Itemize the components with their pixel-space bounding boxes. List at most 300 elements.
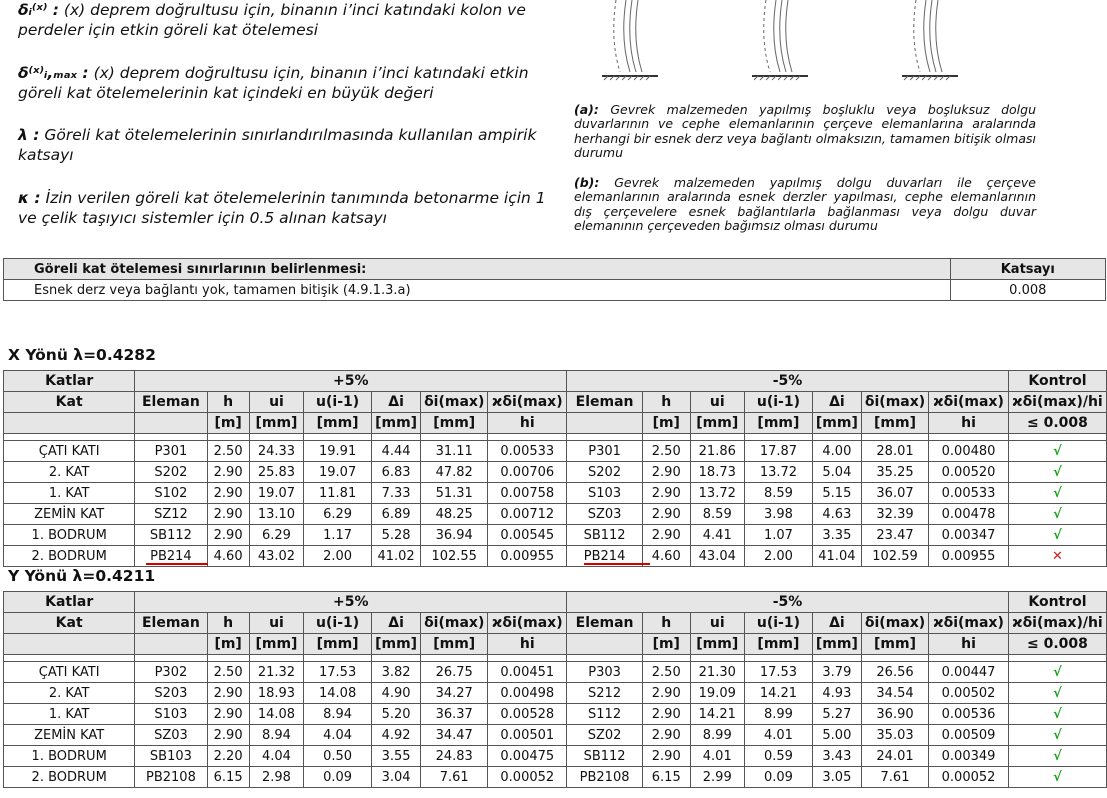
definition-symbol: κ : [18,189,41,207]
limit-row-label: Esnek derz veya bağlantı yok, tamamen bitişik (4.9.1.3.a) [4,280,951,301]
minus-cell: S112 [567,704,643,725]
plus-cell: 6.29 [304,504,372,525]
plus-cell: 47.82 [421,462,488,483]
spacer-cell [372,655,421,662]
minus-cell: 2.90 [642,483,690,504]
kat-cell: 2. BODRUM [4,546,135,567]
minus-cell: 13.72 [690,483,744,504]
spacer-cell [690,434,744,441]
plus-cell: 24.33 [249,441,303,462]
minus-cell: 6.15 [642,767,690,788]
minus-cell: 0.59 [744,746,812,767]
minus-cell: 5.04 [812,462,861,483]
plus-cell: PB2108 [135,767,207,788]
plus-cell: 36.37 [421,704,488,725]
minus-cell: 8.99 [690,725,744,746]
minus-cell: 21.30 [690,662,744,683]
column-header-uim1: u(i-1) [744,392,812,413]
minus-cell: PB2108 [567,767,643,788]
plus-cell: 7.33 [372,483,421,504]
spacer-cell [372,434,421,441]
x-direction-table [3,370,1107,567]
table-row [4,504,1107,525]
spacer-cell [744,655,812,662]
check-ok-icon: √ [1008,441,1106,462]
plus-cell: 25.83 [249,462,303,483]
y-direction-table [3,591,1107,788]
table-row [4,483,1107,504]
plus-cell: 3.04 [372,767,421,788]
minus-cell: S202 [567,462,643,483]
plus-cell: S102 [135,483,207,504]
unit-header: [mm] [304,634,372,655]
minus-cell: 4.63 [812,504,861,525]
plus-cell: 0.00706 [488,462,567,483]
plus-cell: 0.00052 [488,767,567,788]
plus-cell: 2.90 [207,525,249,546]
plus-cell: 2.90 [207,462,249,483]
column-header-dimax: δi(max) [421,392,488,413]
spacer-cell [812,655,861,662]
definition-delta-i-max [18,63,563,103]
spacer-cell [861,655,928,662]
table-row [4,525,1107,546]
unit-header: hi [488,634,567,655]
spacer-cell [135,434,207,441]
minus-cell: 2.90 [642,683,690,704]
minus-cell: 2.99 [690,767,744,788]
column-header-kontrol_col: ϰδi(max)/hi [1008,392,1106,413]
definition-symbol: λ : [18,126,40,144]
plus-cell: 4.04 [304,725,372,746]
plus-cell: 24.83 [421,746,488,767]
minus-five-header: -5% [567,371,1009,392]
plus-five-header: +5% [135,371,567,392]
kat-cell: 1. KAT [4,704,135,725]
plus-cell: 2.90 [207,483,249,504]
minus-cell: 3.43 [812,746,861,767]
spacer-cell [567,655,643,662]
minus-cell: 2.90 [642,725,690,746]
minus-cell: 0.00447 [929,662,1009,683]
plus-cell: 0.50 [304,746,372,767]
plus-cell: 48.25 [421,504,488,525]
minus-cell: 0.00533 [929,483,1009,504]
unit-header: [mm] [249,413,303,434]
plus-cell: 0.00955 [488,546,567,567]
minus-cell: 0.00478 [929,504,1009,525]
column-header-eleman: Eleman [135,613,207,634]
spacer-cell [304,655,372,662]
unit-header: [m] [642,634,690,655]
plus-cell: P302 [135,662,207,683]
spacer-cell [929,655,1009,662]
kat-cell: 1. KAT [4,483,135,504]
plus-cell: S203 [135,683,207,704]
plus-cell: 2.00 [304,546,372,567]
plus-cell: 0.00475 [488,746,567,767]
minus-cell: 2.90 [642,704,690,725]
definition-symbol: δᵢ⁽ˣ⁾ : [18,1,59,19]
definition-symbol: δ⁽ˣ⁾ᵢ,ₘₐₓ : [18,64,89,82]
column-header-kdimax: ϰδi(max) [929,613,1009,634]
definition-text: (x) deprem doğrultusu için, binanın i’inci katındaki etkin göreli kat ötelemelerinin kat içindeki en büyük değeri [18,64,529,102]
note-label: (b): [574,175,600,190]
check-ok-icon: √ [1008,746,1106,767]
spacer-cell [304,434,372,441]
table-row [4,746,1107,767]
minus-cell: 7.61 [861,767,928,788]
minus-cell: 2.90 [642,746,690,767]
unit-header: [m] [207,634,249,655]
plus-cell: SB112 [135,525,207,546]
plus-cell: 18.93 [249,683,303,704]
unit-header: [mm] [304,413,372,434]
minus-cell: 13.72 [744,462,812,483]
column-header-kdimax: ϰδi(max) [488,613,567,634]
minus-cell: 3.05 [812,767,861,788]
plus-cell: 0.00501 [488,725,567,746]
plus-cell: 0.00712 [488,504,567,525]
unit-header: [mm] [744,634,812,655]
column-header-di: Δi [812,613,861,634]
definition-text: Göreli kat ötelemelerinin sınırlandırılmasında kullanılan ampirik katsayı [18,126,537,164]
unit-header [567,634,643,655]
minus-cell: S103 [567,483,643,504]
minus-cell: 36.90 [861,704,928,725]
spacer-cell [488,434,567,441]
spacer-cell [642,655,690,662]
minus-cell: 2.90 [642,462,690,483]
unit-header: hi [929,634,1009,655]
plus-cell: 2.50 [207,662,249,683]
minus-cell: 2.90 [642,525,690,546]
plus-cell: S202 [135,462,207,483]
column-header-uim1: u(i-1) [304,613,372,634]
unit-header: [m] [642,413,690,434]
unit-header: [m] [207,413,249,434]
spacer-cell [4,434,135,441]
minus-five-header: -5% [567,592,1009,613]
plus-cell: 0.00533 [488,441,567,462]
plus-cell: SZ03 [135,725,207,746]
minus-cell: 2.50 [642,441,690,462]
unit-header: [mm] [861,634,928,655]
plus-cell: 3.55 [372,746,421,767]
unit-header: [mm] [690,413,744,434]
plus-cell: 6.89 [372,504,421,525]
column-header-h: h [642,392,690,413]
plus-cell: 0.00528 [488,704,567,725]
minus-cell: 41.04 [812,546,861,567]
unit-header: [mm] [372,413,421,434]
minus-cell: 0.00502 [929,683,1009,704]
plus-cell: 17.53 [304,662,372,683]
table-row [4,683,1107,704]
plus-cell: 2.90 [207,683,249,704]
note-a [574,103,1036,161]
plus-cell: 14.08 [249,704,303,725]
minus-cell: P301 [567,441,643,462]
plus-cell: 0.00758 [488,483,567,504]
table-row [4,767,1107,788]
minus-cell: 4.01 [690,746,744,767]
spacer-cell [135,655,207,662]
check-ok-icon: √ [1008,462,1106,483]
highlight-underline [584,563,650,565]
plus-cell: 41.02 [372,546,421,567]
frame-sketch [902,0,958,80]
column-header-eleman: Eleman [135,392,207,413]
plus-cell: 34.47 [421,725,488,746]
kat-cell: 1. BODRUM [4,746,135,767]
plus-cell: 4.92 [372,725,421,746]
column-header-eleman: Eleman [567,613,643,634]
plus-cell: 2.90 [207,704,249,725]
plus-cell: 2.20 [207,746,249,767]
note-b [574,176,1036,234]
minus-cell: 4.41 [690,525,744,546]
minus-cell: 2.90 [642,504,690,525]
minus-cell: 4.93 [812,683,861,704]
kat-cell: ÇATI KATI [4,441,135,462]
frame-sketch [602,0,658,80]
unit-header [135,634,207,655]
minus-cell: 35.25 [861,462,928,483]
minus-cell: 21.86 [690,441,744,462]
minus-cell: 14.21 [690,704,744,725]
column-header-uim1: u(i-1) [744,613,812,634]
plus-cell: 6.83 [372,462,421,483]
plus-cell: P301 [135,441,207,462]
kat-cell: ÇATI KATI [4,662,135,683]
column-header-ui: ui [249,613,303,634]
spacer-cell [488,655,567,662]
plus-cell: 0.00498 [488,683,567,704]
minus-cell: 0.00520 [929,462,1009,483]
table-row [4,441,1107,462]
kontrol-header: Kontrol [1008,371,1106,392]
minus-cell: 14.21 [744,683,812,704]
plus-cell: 7.61 [421,767,488,788]
column-header-kdimax: ϰδi(max) [488,392,567,413]
unit-header [135,413,207,434]
plus-cell: 14.08 [304,683,372,704]
plus-cell: 2.90 [207,725,249,746]
plus-cell: 5.20 [372,704,421,725]
spacer-cell [690,655,744,662]
katlar-header: Katlar [4,592,135,613]
plus-cell: 3.82 [372,662,421,683]
check-ok-icon: √ [1008,504,1106,525]
plus-cell: 43.02 [249,546,303,567]
column-header-di: Δi [372,392,421,413]
unit-header: [mm] [372,634,421,655]
column-header-h: h [207,613,249,634]
minus-cell: 8.59 [744,483,812,504]
check-ok-icon: √ [1008,767,1106,788]
check-ok-icon: √ [1008,725,1106,746]
plus-cell: 19.07 [249,483,303,504]
plus-cell: 2.50 [207,441,249,462]
column-header-h: h [642,613,690,634]
minus-cell: 0.00480 [929,441,1009,462]
minus-cell: 19.09 [690,683,744,704]
column-header-kat: Kat [4,392,135,413]
limit-row-value: 0.008 [950,280,1105,301]
column-header-ui: ui [249,392,303,413]
minus-cell: 0.09 [744,767,812,788]
spacer-cell [207,655,249,662]
definition-text: İzin verilen göreli kat ötelemelerinin tanımında betonarme için 1 ve çelik taşıyıcı sistemler için 0.5 alınan katsayı [18,189,546,227]
minus-cell: 32.39 [861,504,928,525]
minus-cell: 18.73 [690,462,744,483]
column-header-ui: ui [690,392,744,413]
y-section-title: Y Yönü λ=0.4211 [8,567,156,585]
unit-header: [mm] [812,413,861,434]
minus-cell: 0.00955 [929,546,1009,567]
unit-header: [mm] [421,413,488,434]
plus-cell: 2.98 [249,767,303,788]
minus-cell: SB112 [567,525,643,546]
definition-delta-i [18,0,563,40]
column-header-dimax: δi(max) [861,392,928,413]
spacer-cell [567,434,643,441]
unit-header: [mm] [861,413,928,434]
plus-cell: 1.17 [304,525,372,546]
column-header-di: Δi [372,613,421,634]
unit-header: [mm] [249,634,303,655]
minus-cell: PB214 [567,546,643,567]
plus-cell: 8.94 [304,704,372,725]
plus-cell: 0.00545 [488,525,567,546]
note-label: (a): [574,102,599,117]
column-header-h: h [207,392,249,413]
spacer-cell [1008,655,1106,662]
spacer-cell [249,434,303,441]
kat-cell: 1. BODRUM [4,525,135,546]
column-header-ui: ui [690,613,744,634]
minus-cell: 5.00 [812,725,861,746]
minus-cell: 0.00052 [929,767,1009,788]
minus-cell: 0.00509 [929,725,1009,746]
minus-cell: 5.27 [812,704,861,725]
minus-cell: SZ02 [567,725,643,746]
minus-cell: 0.00536 [929,704,1009,725]
column-header-kat: Kat [4,613,135,634]
plus-cell: 0.09 [304,767,372,788]
unit-header: ≤ 0.008 [1008,634,1106,655]
check-ok-icon: √ [1008,662,1106,683]
column-header-dimax: δi(max) [861,613,928,634]
plus-cell: 5.28 [372,525,421,546]
plus-five-header: +5% [135,592,567,613]
minus-cell: 26.56 [861,662,928,683]
spacer-cell [421,655,488,662]
highlight-underline [146,563,208,565]
plus-cell: 4.44 [372,441,421,462]
spacer-cell [929,434,1009,441]
minus-cell: 17.87 [744,441,812,462]
unit-header: [mm] [421,634,488,655]
minus-cell: 17.53 [744,662,812,683]
minus-cell: 4.60 [642,546,690,567]
column-header-kdimax: ϰδi(max) [929,392,1009,413]
minus-cell: 4.01 [744,725,812,746]
plus-cell: SB103 [135,746,207,767]
plus-cell: 36.94 [421,525,488,546]
kat-cell: 2. KAT [4,683,135,704]
minus-cell: 1.07 [744,525,812,546]
unit-header [567,413,643,434]
drift-limit-table [3,258,1106,301]
plus-cell: 6.15 [207,767,249,788]
minus-cell: 24.01 [861,746,928,767]
plus-cell: 26.75 [421,662,488,683]
definition-text: (x) deprem doğrultusu için, binanın i’inci katındaki kolon ve perdeler için etkin göreli kat ötelemesi [18,1,526,39]
table-row [4,662,1107,683]
spacer-cell [249,655,303,662]
check-ok-icon: √ [1008,704,1106,725]
plus-cell: 2.90 [207,504,249,525]
minus-cell: 4.00 [812,441,861,462]
minus-cell: 2.50 [642,662,690,683]
check-ok-icon: √ [1008,525,1106,546]
spacer-cell [1008,434,1106,441]
plus-cell: 4.90 [372,683,421,704]
minus-cell: 8.99 [744,704,812,725]
spacer-cell [642,434,690,441]
plus-cell: 102.55 [421,546,488,567]
minus-cell: 3.79 [812,662,861,683]
plus-cell: 0.00451 [488,662,567,683]
plus-cell: 31.11 [421,441,488,462]
plus-cell: 13.10 [249,504,303,525]
table-row [4,704,1107,725]
plus-cell: 4.60 [207,546,249,567]
plus-cell: SZ12 [135,504,207,525]
katlar-header: Katlar [4,371,135,392]
minus-cell: P303 [567,662,643,683]
spacer-cell [421,434,488,441]
limit-header-label: Göreli kat ötelemesi sınırlarının belirlenmesi: [4,259,951,280]
minus-cell: S212 [567,683,643,704]
unit-header: hi [488,413,567,434]
check-ok-icon: √ [1008,683,1106,704]
minus-cell: 35.03 [861,725,928,746]
plus-cell: 51.31 [421,483,488,504]
minus-cell: 0.00347 [929,525,1009,546]
kat-cell: 2. KAT [4,462,135,483]
minus-cell: 5.15 [812,483,861,504]
plus-cell: 6.29 [249,525,303,546]
minus-cell: 34.54 [861,683,928,704]
unit-header: [mm] [744,413,812,434]
kontrol-header: Kontrol [1008,592,1106,613]
column-header-di: Δi [812,392,861,413]
definition-kappa [18,188,563,228]
note-text: Gevrek malzemeden yapılmış dolgu duvarları ile çerçeve elemanlarının aralarında esnek derzler yapılması, cephe elemanlarının dış çerçevelere esnek bağlantılarla bağlanması veya dolgu duvar elemanının çerçeveden bağımsız olması durumu [574,175,1036,234]
table-row [4,462,1107,483]
minus-cell: 28.01 [861,441,928,462]
minus-cell: 3.98 [744,504,812,525]
frame-deformation-illustration [596,0,996,82]
minus-cell: 102.59 [861,546,928,567]
plus-cell: 34.27 [421,683,488,704]
kat-cell: ZEMİN KAT [4,504,135,525]
minus-cell: 0.00349 [929,746,1009,767]
minus-cell: SB112 [567,746,643,767]
